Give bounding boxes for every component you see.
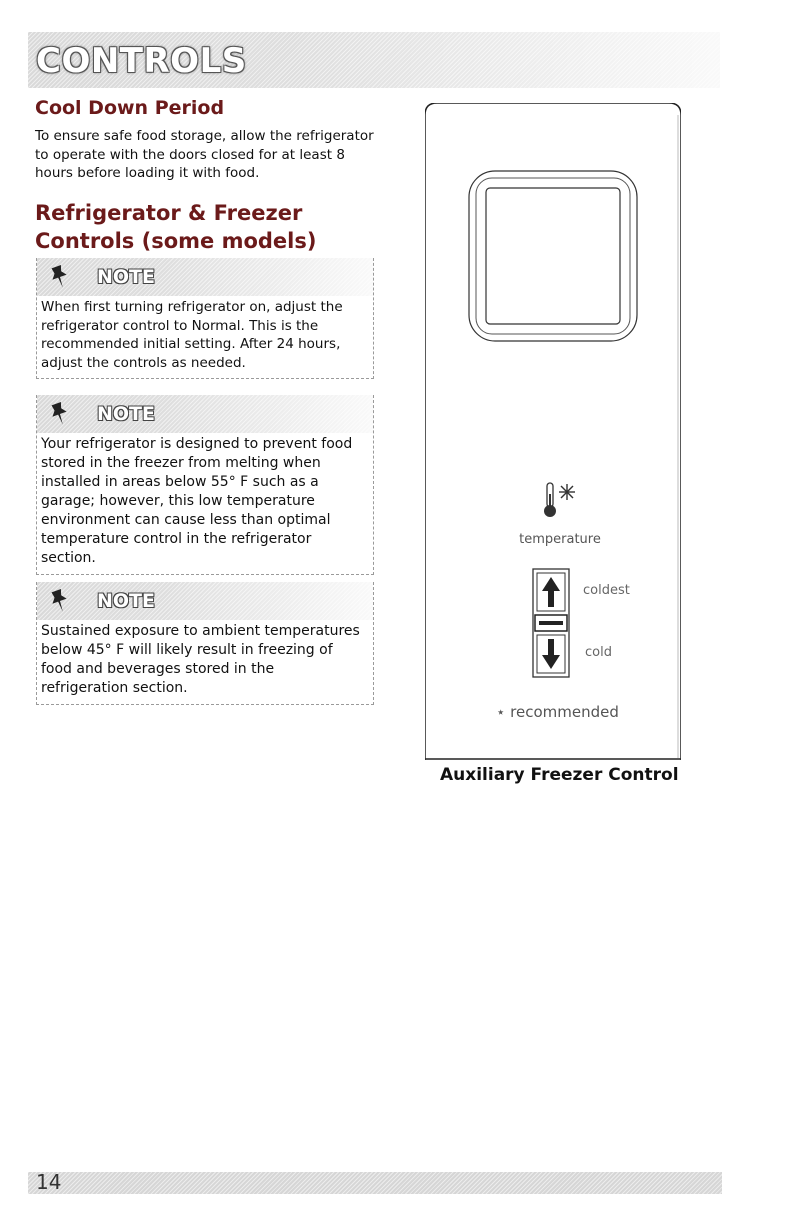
note-header (37, 258, 373, 296)
note-header (37, 395, 373, 433)
note-box (36, 395, 374, 575)
page-title: CONTROLS (36, 41, 247, 81)
footer-bar (28, 1172, 722, 1194)
temperature-label: temperature (519, 532, 601, 547)
coldest-label: coldest (583, 583, 630, 598)
note-label: NOTE (97, 403, 155, 425)
cold-label: cold (585, 645, 612, 660)
temperature-slider[interactable] (531, 567, 571, 679)
snowflake-icon (559, 484, 575, 500)
pushpin-icon (49, 401, 71, 427)
note-label: NOTE (97, 590, 155, 612)
note-text: When first turning refrigerator on, adjust the refrigerator control to Normal. This is the recommended initial setting. After 24 hours, adjust the controls as needed. (41, 299, 343, 371)
figure-caption: Auxiliary Freezer Control (440, 765, 679, 785)
note-label: NOTE (97, 266, 155, 288)
note-text: Sustained exposure to ambient temperatures below 45° F will likely result in freezing of food and beverages stored in the refrigeration section. (41, 623, 360, 696)
note-text: Your refrigerator is designed to prevent food stored in the freezer from melting when installed in areas below 55° F such as a garage; however, this low temperature environment can cause less than optimal temperature control in the refrigerator section. (41, 436, 353, 566)
pushpin-icon (49, 264, 71, 290)
note-header (37, 582, 373, 620)
cool-down-paragraph: To ensure safe food storage, allow the refrigerator to operate with the doors closed for at least 8 hours before loading it with food. (35, 128, 374, 181)
thermometer-icon (539, 480, 579, 520)
pushpin-icon (49, 588, 71, 614)
cool-down-heading: Cool Down Period (35, 97, 225, 119)
recommended-label: ⋆ recommended (496, 703, 619, 721)
controls-heading: Refrigerator & Freezer Controls (some models) (35, 201, 317, 253)
note-box (36, 582, 374, 705)
note-box (36, 258, 374, 379)
page-number: 14 (36, 1170, 62, 1194)
display-window (468, 170, 638, 342)
